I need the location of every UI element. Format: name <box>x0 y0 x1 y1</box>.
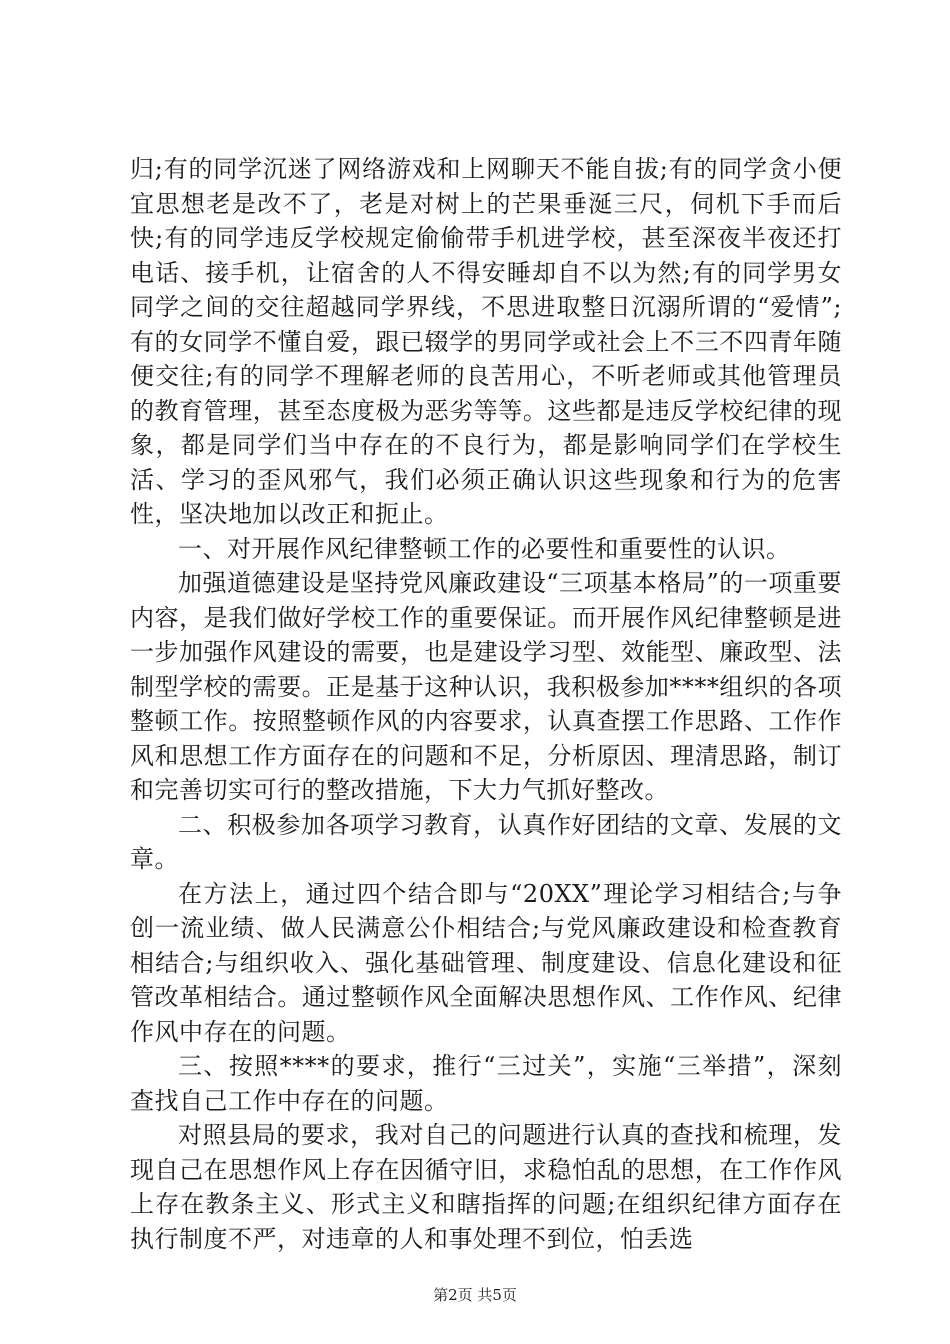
paragraph: 对照县局的要求，我对自己的问题进行认真的查找和梳理，发现自己在思想作风上存在因循守旧，求稳怕乱的思想，在工作作风上存在教条主义、形式主义和瞎指挥的问题;在组织纪律方面存在执行制度不严，对违章的人和事处理不到位，怕丢选 <box>130 1121 842 1253</box>
paragraph: 在方法上，通过四个结合即与“20XX”理论学习相结合;与争创一流业绩、做人民满意公仆相结合;与党风廉政建设和检查教育相结合;与组织收入、强化基础管理、制度建设、信息化建设和征管改革相结合。通过整顿作风全面解决思想作风、工作作风、纪律作风中存在的问题。 <box>130 879 842 1046</box>
section-heading-1: 一、对开展作风纪律整顿工作的必要性和重要性的认识。 <box>178 534 791 563</box>
section-heading-3: 三、按照****的要求，推行“三过关”，实施“三举措”，深刻查找自己工作中存在的问题。 <box>130 1052 842 1115</box>
section-heading-2: 二、积极参加各项学习教育，认真作好团结的文章、发展的文章。 <box>130 810 842 873</box>
document-body <box>130 152 842 1256</box>
page-number-footer: 第2页 共5页 <box>433 1286 517 1304</box>
paragraph-continued: 归;有的同学沉迷了网络游戏和上网聊天不能自拔;有的同学贪小便宜思想老是改不了，老是对树上的芒果垂涎三尺，伺机下手而后快;有的同学违反学校规定偷偷带手机进学校，甚至深夜半夜还打电话、接手机，让宿舍的人不得安睡却自不以为然;有的同学男女同学之间的交往超越同学界线，不思进取整日沉溺所谓的“爱情”;有的女同学不懂自爱，跟已辍学的男同学或社会上不三不四青年随便交往;有的同学不理解老师的良苦用心，不听老师或其他管理员的教育管理，甚至态度极为恶劣等等。这些都是违反学校纪律的现象，都是同学们当中存在的不良行为，都是影响同学们在学校生活、学习的歪风邪气，我们必须正确认识这些现象和行为的危害性，坚决地加以改正和扼止。 <box>130 155 842 528</box>
paragraph: 加强道德建设是坚持党风廉政建设“三项基本格局”的一项重要内容，是我们做好学校工作的重要保证。而开展作风纪律整顿是进一步加强作风建设的需要，也是建设学习型、效能型、廉政型、法制型学校的需要。正是基于这种认识，我积极参加****组织的各项整顿工作。按照整顿作风的内容要求，认真查摆工作思路、工作作风和思想工作方面存在的问题和不足，分析原因、理清思路，制订和完善切实可行的整改措施，下大力气抓好整改。 <box>130 569 842 804</box>
